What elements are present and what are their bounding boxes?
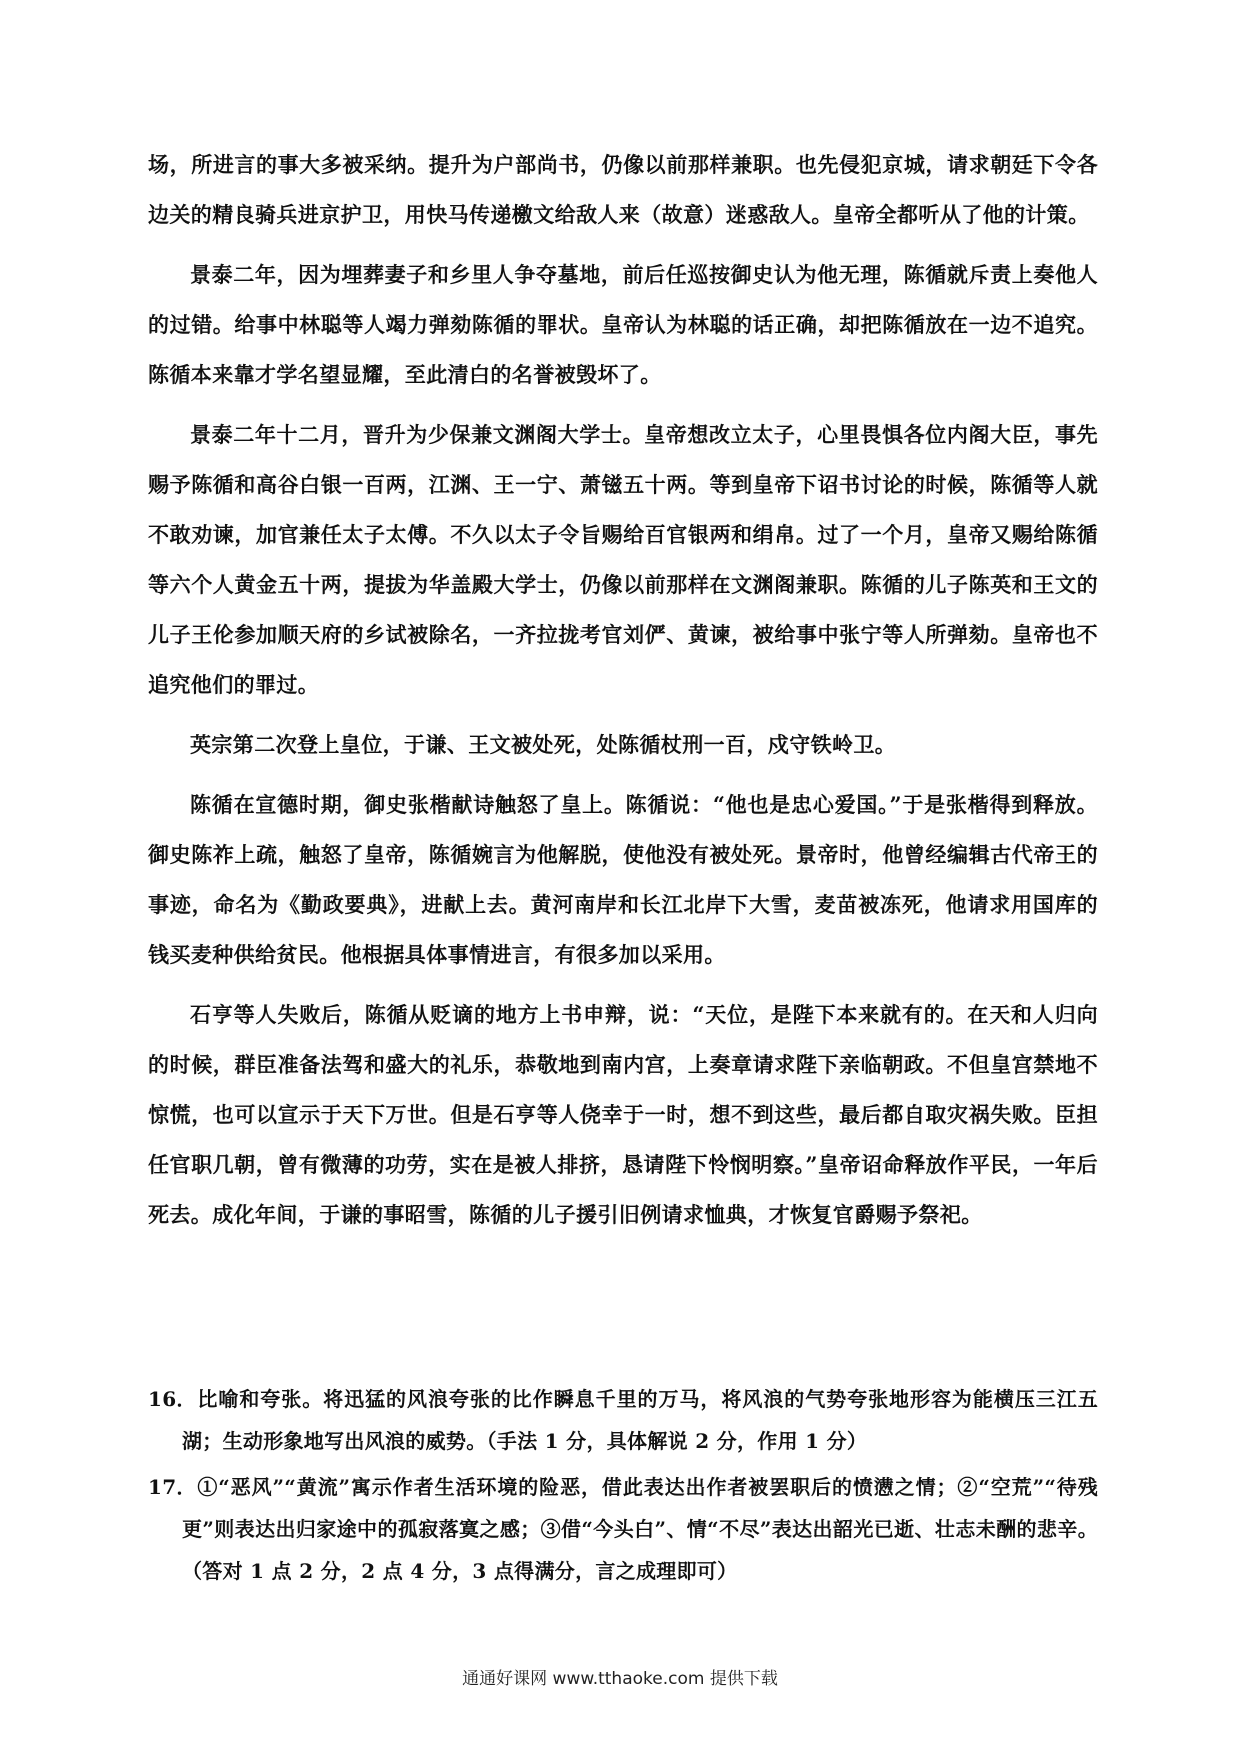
answer-text: ①“恶风”“黄流”寓示作者生活环境的险恶，借此表达出作者被罢职后的愤懑之情；②“空荒”“待残更”则表达出归家途中的孤寂落寞之感；③借“今头白”、情“不尽”表达出韶光已逝、壮志未酬的悲辛。（答对 1 点 2 分，2 点 4 分，3 点得满分，言之成理即可） — [182, 1475, 1098, 1583]
paragraph-6: 石亨等人失败后，陈循从贬谪的地方上书申辩，说：“天位，是陛下本来就有的。在天和人归向的时候，群臣准备法驾和盛大的礼乐，恭敬地到南内宫，上奏章请求陛下亲临朝政。不但皇宫禁地不惊慌，也可以宣示于天下万世。但是石亨等人侥幸于一时，想不到这些，最后都自取灾祸失败。臣担任官职几朝，曾有微薄的功劳，实在是被人排挤，恳请陛下怜悯明察。”皇帝诏命释放作平民，一年后死去。成化年间，于谦的事昭雪，陈循的儿子援引旧例请求恤典，才恢复官爵赐予祭祀。 — [148, 1002, 1098, 1227]
paragraph-3: 景泰二年十二月，晋升为少保兼文渊阁大学士。皇帝想改立太子，心里畏惧各位内阁大臣，事先赐予陈循和高谷白银一百两，江渊、王一宁、萧镃五十两。等到皇帝下诏书讨论的时候，陈循等人就不敢劝谏，加官兼任太子太傅。不久以太子令旨赐给百官银两和绢帛。过了一个月，皇帝又赐给陈循等六个人黄金五十两，提拔为华盖殿大学士，仍像以前那样在文渊阁兼职。陈循的儿子陈英和王文的儿子王伦参加顺天府的乡试被除名，一齐拉拢考官刘俨、黄谏，被给事中张宁等人所弹劾。皇帝也不追究他们的罪过。 — [148, 422, 1098, 697]
answer-text: 比喻和夸张。将迅猛的风浪夸张的比作瞬息千里的万马，将风浪的气势夸张地形容为能横压三江五湖；生动形象地写出风浪的威势。（手法 1 分，具体解说 2 分，作用 1 分） — [182, 1387, 1098, 1453]
answer-17 — [148, 1466, 1098, 1592]
answer-number: 16． — [148, 1387, 197, 1411]
paragraph-1: 场，所进言的事大多被采纳。提升为户部尚书，仍像以前那样兼职。也先侵犯京城，请求朝廷下令各边关的精良骑兵进京护卫，用快马传递檄文给敌人来（故意）迷惑敌人。皇帝全都听从了他的计策。 — [148, 152, 1098, 227]
page-footer: 通通好课网 www.tthaoke.com 提供下载 — [462, 1669, 778, 1689]
answer-list — [148, 1378, 1098, 1596]
paragraph-2: 景泰二年，因为埋葬妻子和乡里人争夺墓地，前后任巡按御史认为他无理，陈循就斥责上奏他人的过错。给事中林聪等人竭力弹劾陈循的罪状。皇帝认为林聪的话正确，却把陈循放在一边不追究。陈循本来靠才学名望显耀，至此清白的名誉被毁坏了。 — [148, 262, 1098, 387]
paragraph-4: 英宗第二次登上皇位，于谦、王文被处死，处陈循杖刑一百，戍守铁岭卫。 — [190, 732, 897, 757]
translation-text — [148, 140, 1098, 1250]
answer-16 — [148, 1378, 1098, 1462]
paragraph-5: 陈循在宣德时期，御史张楷献诗触怒了皇上。陈循说：“他也是忠心爱国。”于是张楷得到释放。御史陈祚上疏，触怒了皇帝，陈循婉言为他解脱，使他没有被处死。景帝时，他曾经编辑古代帝王的事迹，命名为《勤政要典》，进献上去。黄河南岸和长江北岸下大雪，麦苗被冻死，他请求用国库的钱买麦种供给贫民。他根据具体事情进言，有很多加以采用。 — [148, 792, 1098, 967]
answer-number: 17． — [148, 1475, 197, 1499]
